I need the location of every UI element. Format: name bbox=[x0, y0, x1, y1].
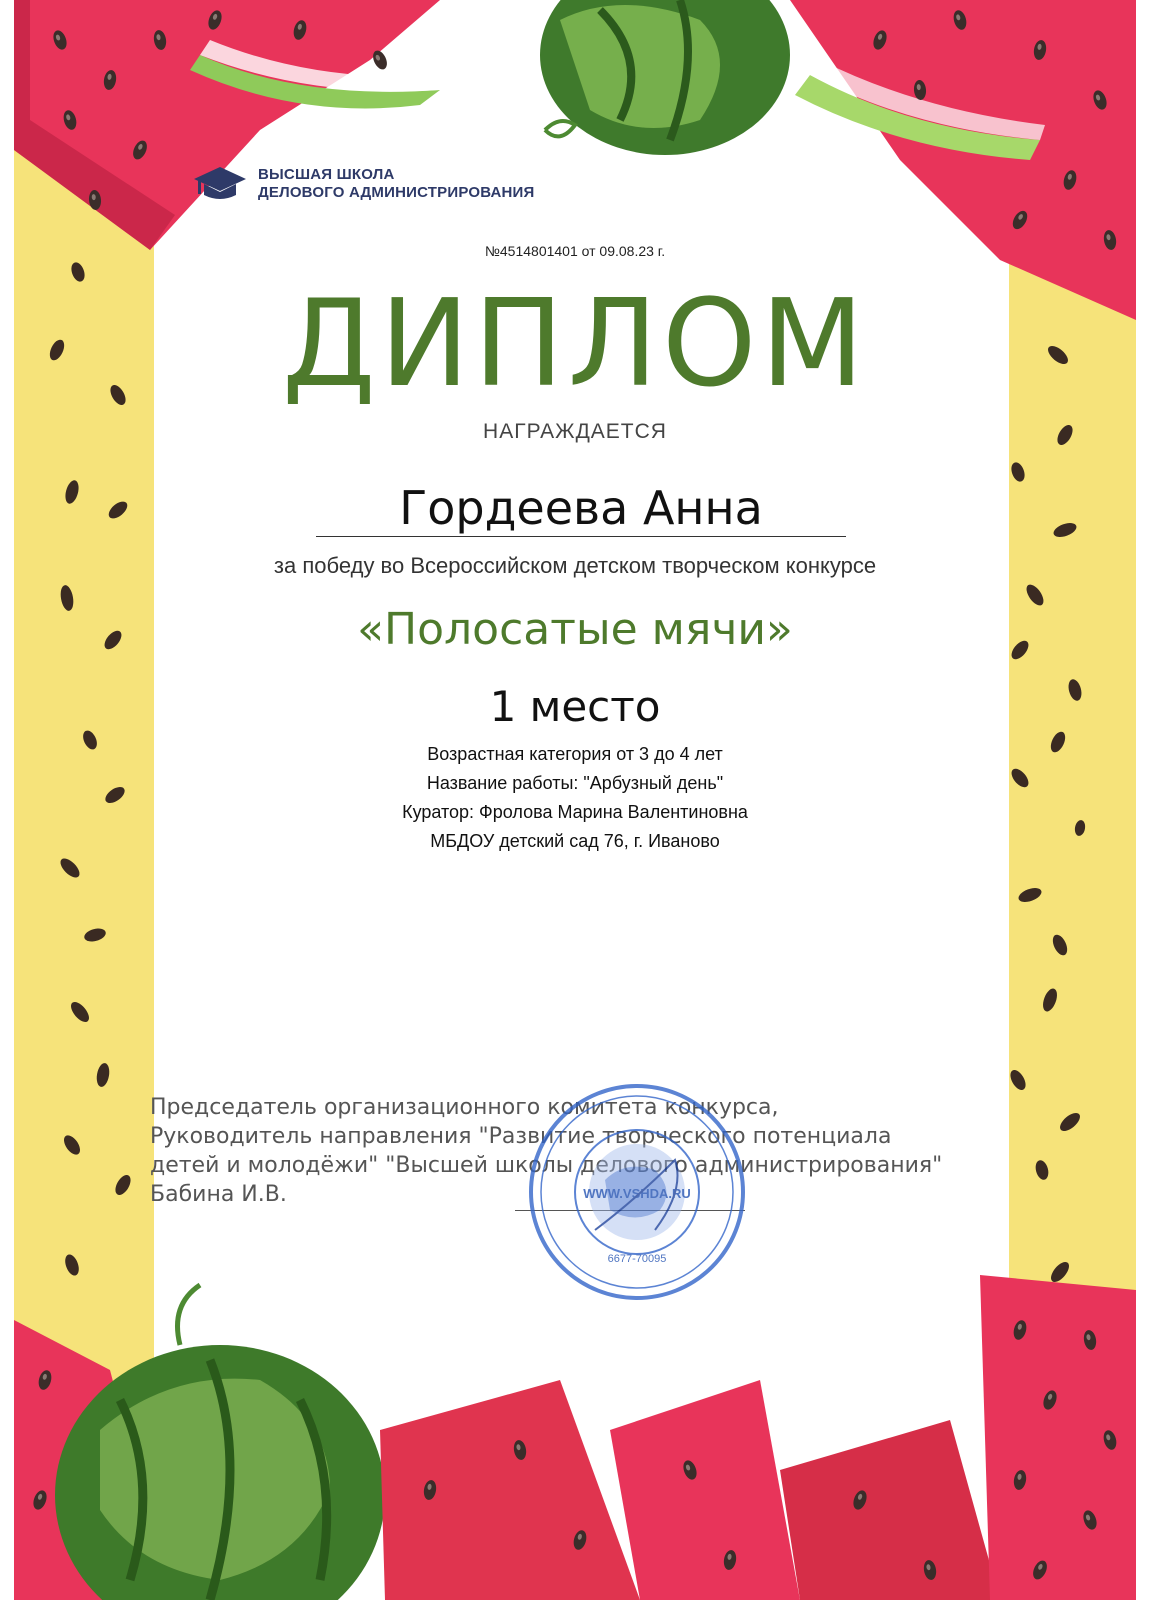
diploma-title: ДИПЛОМ bbox=[282, 275, 868, 414]
school-logo bbox=[192, 163, 535, 205]
work-title: Название работы: "Арбузный день" bbox=[426, 773, 724, 793]
official-stamp bbox=[525, 1080, 750, 1305]
recipient-name: Гордеева Анна bbox=[316, 480, 846, 537]
signer-title-line-2: Руководитель направления "Развитие творческого потенциала bbox=[150, 1124, 892, 1149]
stamp-inn-text: 6677-70095 bbox=[607, 1253, 667, 1265]
details-block bbox=[0, 740, 1150, 856]
place-label: 1 место bbox=[489, 682, 661, 731]
diploma-number: №4514801401 от 09.08.23 г. bbox=[484, 243, 666, 259]
signer-title-line-1: Председатель организационного комитета конкурса, bbox=[150, 1095, 779, 1120]
graduation-cap-icon bbox=[192, 163, 248, 205]
signer-name: Бабина И.В. bbox=[150, 1182, 287, 1207]
signer-title-line-3: детей и молодёжи" "Высшей школы делового администрирования" bbox=[150, 1153, 943, 1178]
curator: Куратор: Фролова Марина Валентиновна bbox=[402, 802, 748, 822]
award-reason: за победу во Всероссийском детском творческом конкурсе bbox=[273, 553, 877, 578]
logo-line-1: ВЫСШАЯ ШКОЛА bbox=[258, 166, 395, 183]
stamp-center-text: WWW.VSHDA.RU bbox=[583, 1186, 691, 1201]
awarded-label: НАГРАЖДАЕТСЯ bbox=[483, 420, 667, 443]
age-category: Возрастная категория от 3 до 4 лет bbox=[427, 744, 723, 764]
institution: МБДОУ детский сад 76, г. Иваново bbox=[430, 831, 720, 851]
logo-line-2: ДЕЛОВОГО АДМИНИСТРИРОВАНИЯ bbox=[258, 184, 535, 201]
contest-name: «Полосатые мячи» bbox=[357, 604, 793, 655]
